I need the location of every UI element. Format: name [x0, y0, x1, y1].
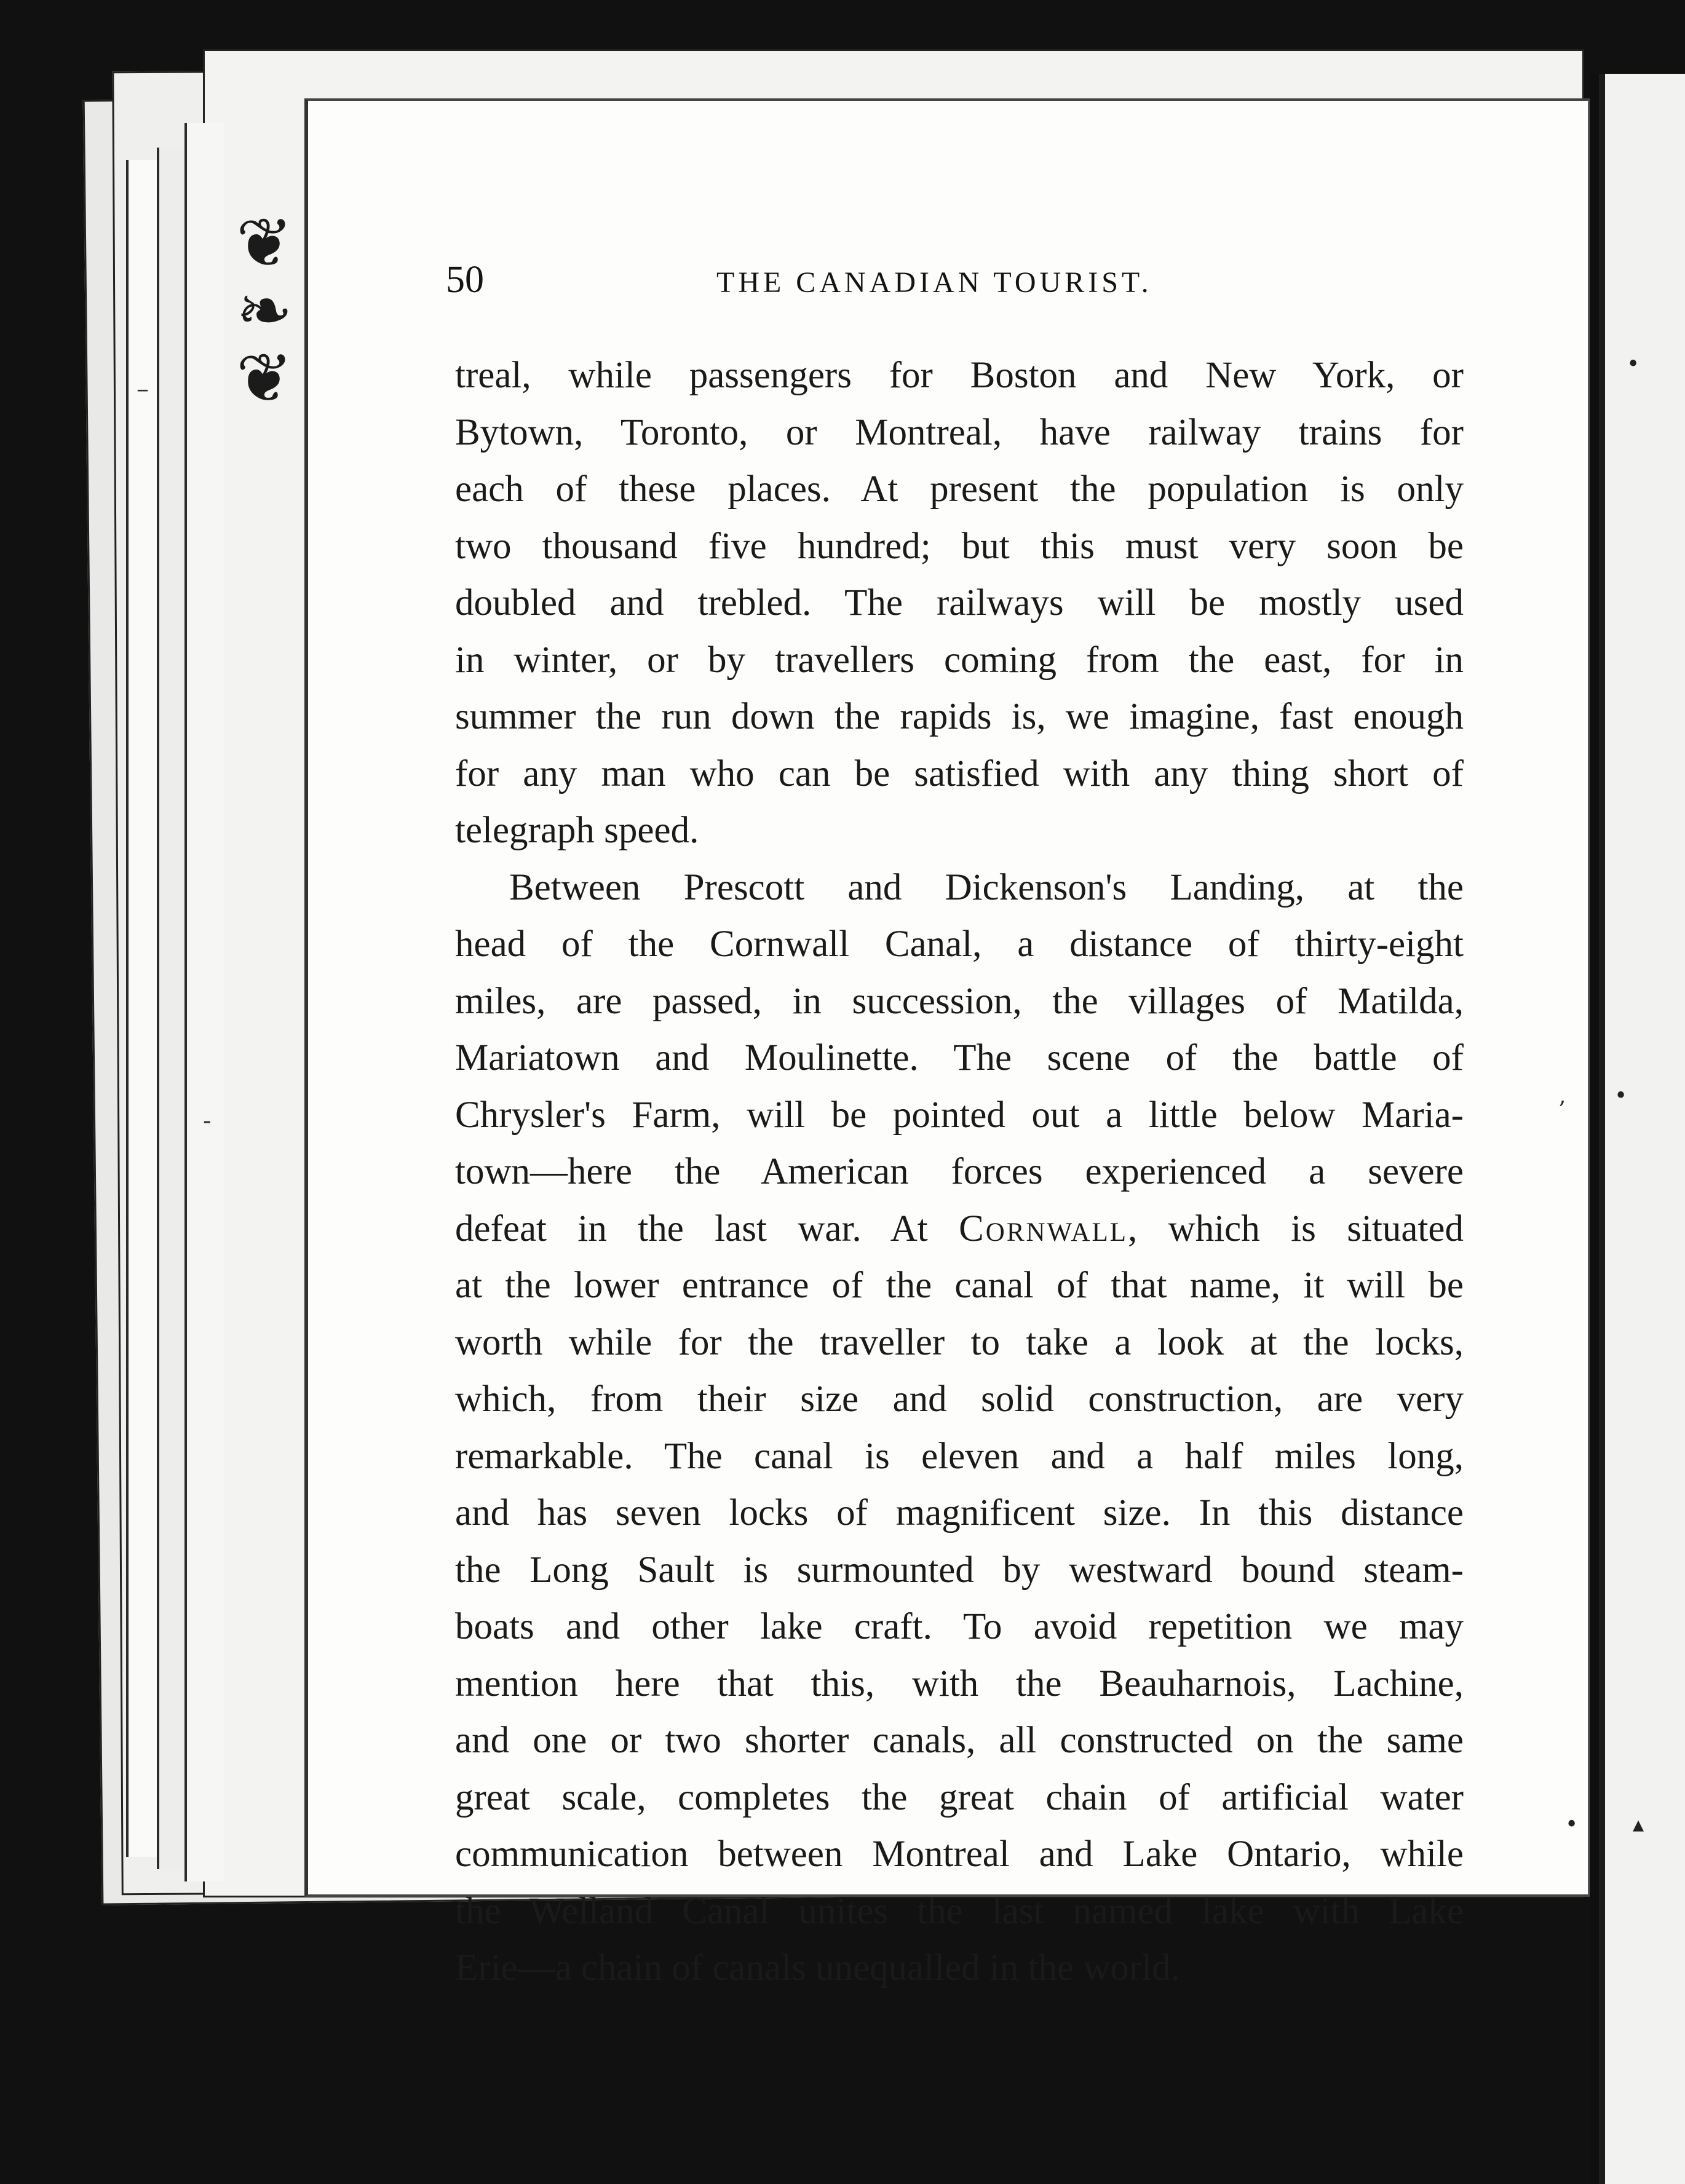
- page-edge-strip: [157, 148, 184, 1869]
- margin-mark-icon: –: [137, 375, 149, 403]
- text-line: at the lower entrance of the canal of that name, it will be: [455, 1265, 1464, 1306]
- decorative-ornament-icon: ❦ ❧ ❦: [236, 204, 293, 417]
- page-header: [446, 258, 1516, 314]
- text-line: miles, are passed, in succession, the villages of Matilda,: [455, 980, 1464, 1022]
- text-line: remarkable. The canal is eleven and a half miles long,: [455, 1435, 1464, 1477]
- speck-mark-icon: ▴: [1633, 1812, 1644, 1837]
- text-line: great scale, completes the great chain of artificial water: [455, 1776, 1464, 1818]
- text-fragment: , which is situated: [1128, 1208, 1464, 1249]
- text-line: and has seven locks of magnificent size. In this distance: [455, 1492, 1464, 1533]
- text-line: communication between Montreal and Lake Ontario, while: [455, 1834, 1464, 1875]
- speck-mark-icon: •: [1614, 1083, 1628, 1109]
- margin-mark-icon: -: [203, 1107, 212, 1135]
- text-line: two thousand five hundred; but this must very soon be: [455, 525, 1464, 567]
- text-line: summer the run down the rapids is, we imagine, fast enough: [455, 696, 1464, 737]
- paragraph: [455, 860, 1464, 1997]
- text-line: worth while for the traveller to take a look at the locks,: [455, 1321, 1464, 1363]
- text-line: Between Prescott and Dickenson's Landing, at the: [509, 866, 1464, 908]
- running-head: THE CANADIAN TOURIST.: [716, 266, 1152, 299]
- text-line: Chrysler's Farm, will be pointed out a little below Maria-: [455, 1094, 1464, 1136]
- text-line: in winter, or by travellers coming from the east, for in: [455, 639, 1464, 681]
- place-name-cornwall: Cornwall: [959, 1208, 1128, 1249]
- page-number: 50: [446, 259, 484, 301]
- speck-mark-icon: ,: [1559, 1083, 1566, 1109]
- text-line: and one or two shorter canals, all constructed on the same: [455, 1720, 1464, 1761]
- text-fragment: defeat in the last war. At: [455, 1208, 928, 1249]
- adjacent-page-edge: [1599, 74, 1685, 2184]
- speck-mark-icon: •: [1627, 352, 1640, 377]
- text-line: the Long Sault is surmounted by westward bound steam-: [455, 1549, 1464, 1591]
- text-line: treal, while passengers for Boston and New York, or: [455, 355, 1464, 396]
- text-line: Bytown, Toronto, or Montreal, have railway trains for: [455, 411, 1464, 453]
- text-line: Erie—a chain of canals unequalled in the world.: [455, 1947, 1180, 1988]
- text-line: Mariatown and Moulinette. The scene of the battle of: [455, 1037, 1464, 1078]
- text-line: each of these places. At present the population is only: [455, 469, 1464, 510]
- speck-mark-icon: •: [1565, 1812, 1579, 1837]
- text-line: head of the Cornwall Canal, a distance of thirty-eight: [455, 924, 1464, 965]
- paragraph: [455, 347, 1464, 860]
- text-line: doubled and trebled. The railways will be mostly used: [455, 582, 1464, 623]
- text-line: for any man who can be satisfied with any thing short of: [455, 753, 1464, 794]
- text-line: town—here the American forces experienced a severe: [455, 1151, 1464, 1192]
- text-line: telegraph speed.: [455, 810, 699, 851]
- text-line: the Welland Canal unites the last named lake with Lake: [455, 1890, 1464, 1932]
- text-line: which, from their size and solid construction, are very: [455, 1379, 1464, 1420]
- text-line-cornwall: [455, 1201, 1464, 1258]
- text-line: mention here that this, with the Beauharnois, Lachine,: [455, 1663, 1464, 1704]
- text-line: boats and other lake craft. To avoid repetition we may: [455, 1606, 1464, 1647]
- page-body-text: [455, 347, 1464, 1997]
